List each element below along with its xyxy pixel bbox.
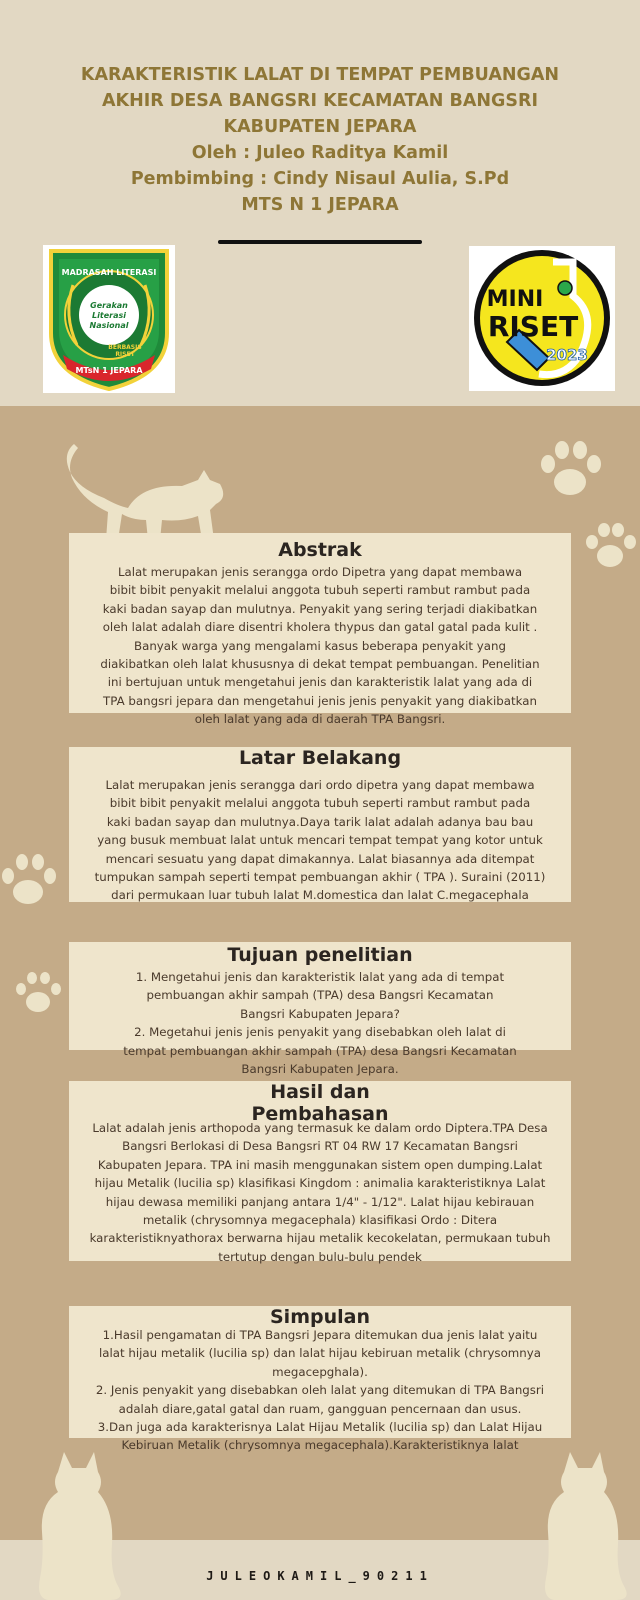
- body-line: oleh lalat adalah diare disentri kholera thypus dan gatal gatal pada kulit .: [102, 620, 538, 635]
- body-line: 2. Megetahui jenis jenis penyakit yang disebabkan oleh lalat di: [134, 1025, 506, 1040]
- section-title: Simpulan: [270, 1306, 370, 1328]
- abstrak-section: [69, 533, 571, 727]
- logo-top-text: MADRASAH LITERASI: [61, 268, 157, 277]
- section-title: Hasil dan: [270, 1081, 370, 1103]
- year-text: 2023: [546, 346, 588, 364]
- section-title: Pembahasan: [251, 1103, 389, 1125]
- section-title: Latar Belakang: [238, 747, 402, 769]
- body-line: 2. Jenis penyakit yang disebabkan oleh lalat yang ditemukan di TPA Bangsri: [95, 1383, 545, 1398]
- section-title: Tujuan penelitian: [227, 944, 413, 966]
- paw-print-icon: [0, 850, 62, 912]
- body-line: Bangsri Kabupaten Jepara.: [241, 1062, 399, 1077]
- body-line: Lalat merupakan jenis serangga dari ordo dipetra yang dapat membawa: [105, 778, 535, 792]
- body-line: oleh lalat yang ada di daerah TPA Bangsri.: [194, 712, 446, 727]
- body-line: 1. Mengetahui jenis dan karakteristik lalat yang ada di tempat: [135, 970, 505, 984]
- section-body: [69, 1119, 571, 1266]
- footer-handle: JULEOKAMIL_90211: [206, 1569, 434, 1583]
- body-line: dari permukaan luar tubuh lalat M.domestica dan lalat C.megacephala: [111, 888, 529, 903]
- body-line: Bangsri Berlokasi di Desa Bangsri RT 04 RW 17 Kecamatan Bangsri: [122, 1139, 518, 1154]
- tujuan-penelitian-section: [69, 942, 571, 1077]
- logo-center-line: Gerakan: [90, 301, 128, 310]
- body-line: TPA bangsri jepara dan mengetahui jenis jenis penyakit yang diakibatkan: [103, 693, 537, 708]
- body-line: hijau Metalik (lucilia sp) klasifikasi Kingdom : animalia karakteristiknya Lalat: [94, 1176, 546, 1191]
- section-body: [69, 563, 571, 729]
- body-line: yang busuk membuat lalat untuk mencari tempat tempat yang kotor untuk: [97, 833, 543, 848]
- hasil-pembahasan-section: [69, 1081, 571, 1264]
- body-line: adalah diare,gatal gatal dan ruam, gangguan pencernaan dan usus.: [118, 1401, 522, 1416]
- body-line: bibit bibit penyakit melalui anggota tubuh seperti rambut rambut pada: [109, 583, 531, 598]
- title-divider: [218, 240, 422, 244]
- logo-center-line: Literasi: [92, 311, 126, 320]
- logo-bottom-text: MTsN 1 JEPARA: [75, 366, 143, 375]
- madrasah-literasi-logo: [43, 245, 175, 393]
- paw-print-icon: [584, 518, 640, 574]
- body-line: karakteristiknyathorax berwarna hijau metalik kecokelatan, permukaan tubuh: [89, 1231, 551, 1246]
- body-line: tertutup dengan bulu-bulu pendek: [218, 1249, 422, 1264]
- body-line: metalik (chrysomnya megacephala) klasifikasi Ordo : Ditera: [142, 1213, 498, 1228]
- body-line: megacepghala).: [272, 1364, 368, 1379]
- paw-print-icon: [536, 436, 606, 504]
- title-line: AKHIR DESA BANGSRI KECAMATAN BANGSRI: [102, 91, 538, 111]
- body-line: Bangsri Kabupaten Jepara?: [240, 1006, 400, 1021]
- body-line: Kebiruan Metalik (chrysomnya megacephala).Karakteristiknya lalat: [121, 1438, 519, 1453]
- mini-riset-logo: [469, 246, 615, 391]
- simpulan-section: [69, 1306, 571, 1453]
- body-line: kaki badan sayap dan mulutnya. Penyakit yang sering terjadi diakibatkan: [102, 601, 538, 616]
- mini-text: MINI: [486, 287, 544, 312]
- riset-text: RISET: [487, 310, 579, 343]
- logo-lower-line: BERBASIS: [108, 344, 142, 351]
- body-line: ini bertujuan untuk mengetahui jenis dan karakteristik lalat yang ada di: [107, 675, 533, 690]
- body-line: hijau dewasa memiliki panjang antara 1/4" - 1/12". Lalat hijau kebirauan: [105, 1194, 535, 1209]
- body-line: kaki badan sayap dan mulutnya.Daya tarik lalat adalah adanya bau bau: [106, 814, 534, 829]
- paw-print-icon: [14, 968, 64, 1018]
- poster-title: [40, 62, 600, 218]
- school-line: MTS N 1 JEPARA: [241, 195, 399, 215]
- section-body: [69, 776, 571, 905]
- logo-center-line: Nasional: [89, 321, 129, 330]
- body-line: Lalat merupakan jenis serangga ordo Dipetra yang dapat membawa: [117, 565, 523, 579]
- section-body: [69, 1326, 571, 1455]
- body-line: mencari sesuatu yang dapat dimakannya. Lalat biasannya ada ditempat: [105, 851, 535, 866]
- body-line: Lalat adalah jenis arthopoda yang termasuk ke dalam ordo Diptera.TPA Desa: [92, 1121, 548, 1135]
- latar-belakang-section: [69, 747, 571, 902]
- title-line: KABUPATEN JEPARA: [223, 117, 417, 137]
- section-body: [69, 968, 571, 1078]
- body-line: Kabupaten Jepara. TPA ini masih menggunakan sistem open dumping.Lalat: [97, 1157, 543, 1172]
- mini-riset-emblem-icon: [469, 246, 615, 391]
- body-line: diakibatkan oleh lalat khususnya di dekat tempat pembuangan. Penelitian: [100, 657, 540, 672]
- body-line: 1.Hasil pengamatan di TPA Bangsri Jepara ditemukan dua jenis lalat yaitu: [102, 1328, 538, 1342]
- logo-lower-line: RISET: [115, 351, 135, 358]
- body-line: 3.Dan juga ada karakterisnya Lalat Hijau Metalik (lucilia sp) dan Lalat Hijau: [97, 1420, 543, 1435]
- body-line: tempat pembuangan akhir sampah (TPA) desa Bangsri Kecamatan: [123, 1043, 517, 1058]
- title-line: KARAKTERISTIK LALAT DI TEMPAT PEMBUANGAN: [80, 65, 560, 85]
- body-line: bibit bibit penyakit melalui anggota tubuh seperti rambut rambut pada: [109, 796, 531, 811]
- body-line: lalat hijau metalik (lucilia sp) dan lalat hijau kebiruan metalik (chrysomnya: [99, 1346, 541, 1361]
- author-line: Oleh : Juleo Raditya Kamil: [191, 143, 449, 163]
- walking-cat-icon: [62, 440, 232, 540]
- supervisor-line: Pembimbing : Cindy Nisaul Aulia, S.Pd: [130, 169, 510, 189]
- body-line: pembuangan akhir sampah (TPA) desa Bangsri Kecamatan: [146, 988, 494, 1003]
- body-line: Banyak warga yang mengalami kasus beberapa penyakit yang: [134, 638, 506, 653]
- body-line: tumpukan sampah seperti tempat pembuangan akhir ( TPA ). Suraini (2011): [94, 870, 546, 885]
- section-title: Abstrak: [278, 539, 362, 561]
- shield-emblem-icon: [43, 245, 175, 393]
